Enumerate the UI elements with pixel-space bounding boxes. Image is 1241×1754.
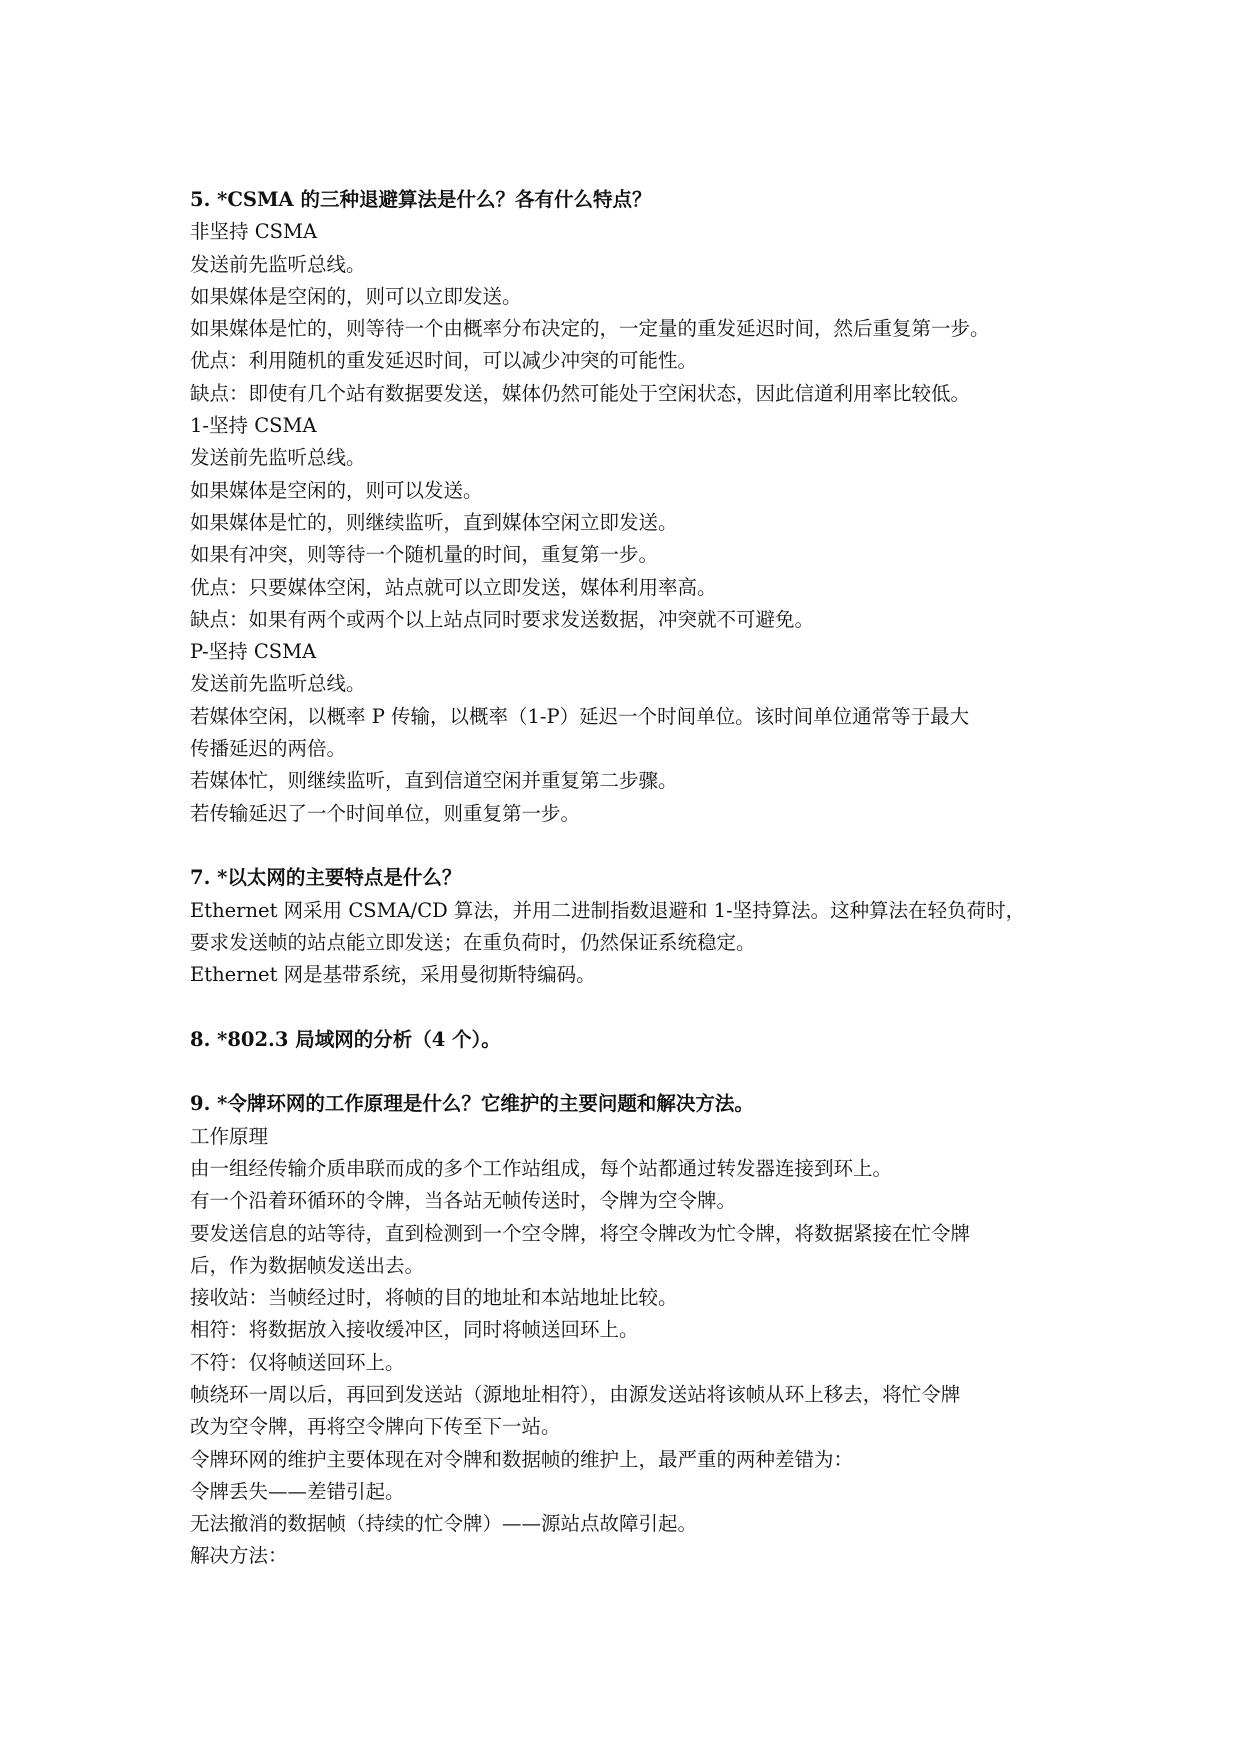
text-line: 有一个沿着环循环的令牌，当各站无帧传送时，令牌为空令牌。 — [190, 1189, 737, 1213]
text-line: 若媒体忙，则继续监听，直到信道空闲并重复第二步骤。 — [190, 769, 678, 793]
text-line: 传播延迟的两倍。 — [190, 737, 347, 761]
text-line: 若传输延迟了一个时间单位，则重复第一步。 — [190, 801, 581, 825]
section-heading-9: 9. *令牌环网的工作原理是什么？它维护的主要问题和解决方法。 — [190, 1092, 754, 1116]
text-line: 如果有冲突，则等待一个随机量的时间，重复第一步。 — [190, 543, 659, 567]
text-line: 令牌环网的维护主要体现在对令牌和数据帧的维护上，最严重的两种差错为： — [190, 1447, 854, 1471]
section-heading-7: 7. *以太网的主要特点是什么？ — [190, 866, 462, 890]
text-line: Ethernet 网采用 CSMA/CD 算法，并用二进制指数退避和 1-坚持算法。这种算法在轻负荷时， — [190, 898, 1026, 922]
text-line: 优点：只要媒体空闲，站点就可以立即发送，媒体利用率高。 — [190, 575, 717, 599]
text-line: 发送前先监听总线。 — [190, 252, 366, 276]
section-spacer — [190, 830, 1070, 862]
text-line: 如果媒体是忙的，则等待一个由概率分布决定的，一定量的重发延迟时间，然后重复第一步。 — [190, 317, 990, 341]
text-line: 如果媒体是空闲的，则可以发送。 — [190, 478, 483, 502]
text-line: 缺点：即使有几个站有数据要发送，媒体仍然可能处于空闲状态，因此信道利用率比较低。 — [190, 381, 971, 405]
text-line: 无法撤消的数据帧（持续的忙令牌）——源站点故障引起。 — [190, 1512, 698, 1536]
text-line: 令牌丢失——差错引起。 — [190, 1479, 405, 1503]
section-heading-5: 5. *CSMA 的三种退避算法是什么？各有什么特点？ — [190, 188, 652, 211]
text-line: P-坚持 CSMA — [190, 640, 317, 664]
text-line: 如果媒体是忙的，则继续监听，直到媒体空闲立即发送。 — [190, 510, 678, 534]
text-line: 缺点：如果有两个或两个以上站点同时要求发送数据，冲突就不可避免。 — [190, 607, 815, 631]
text-line: 后，作为数据帧发送出去。 — [190, 1253, 425, 1277]
text-line: 若媒体空闲，以概率 P 传输，以概率（1-P）延迟一个时间单位。该时间单位通常等于最大 — [190, 704, 970, 728]
section-heading-8: 8. *802.3 局域网的分析（4 个）。 — [190, 1027, 501, 1051]
text-line: 发送前先监听总线。 — [190, 672, 366, 696]
text-line: 优点：利用随机的重发延迟时间，可以减少冲突的可能性。 — [190, 349, 698, 373]
text-line: 非坚持 CSMA — [190, 220, 318, 244]
text-line: 工作原理 — [190, 1124, 269, 1148]
text-line: 不符：仅将帧送回环上。 — [190, 1350, 405, 1374]
section-spacer — [190, 991, 1070, 1023]
text-line: 要求发送帧的站点能立即发送；在重负荷时，仍然保证系统稳定。 — [190, 930, 756, 954]
text-line: Ethernet 网是基带系统，采用曼彻斯特编码。 — [190, 963, 596, 987]
section-spacer — [190, 1056, 1070, 1088]
text-line: 1-坚持 CSMA — [190, 414, 317, 438]
text-line: 如果媒体是空闲的，则可以立即发送。 — [190, 284, 522, 308]
text-line: 解决方法： — [190, 1544, 288, 1568]
text-line: 要发送信息的站等待，直到检测到一个空令牌，将空令牌改为忙令牌，将数据紧接在忙令牌 — [190, 1221, 971, 1245]
text-line: 改为空令牌，再将空令牌向下传至下一站。 — [190, 1415, 561, 1439]
document-body — [190, 184, 1070, 1573]
text-line: 帧绕环一周以后，再回到发送站（源地址相符），由源发送站将该帧从环上移去，将忙令牌 — [190, 1382, 961, 1406]
text-line: 发送前先监听总线。 — [190, 446, 366, 470]
text-line: 接收站：当帧经过时，将帧的目的地址和本站地址比较。 — [190, 1286, 678, 1310]
text-line: 由一组经传输介质串联而成的多个工作站组成，每个站都通过转发器连接到环上。 — [190, 1156, 893, 1180]
text-line: 相符：将数据放入接收缓冲区，同时将帧送回环上。 — [190, 1318, 639, 1342]
